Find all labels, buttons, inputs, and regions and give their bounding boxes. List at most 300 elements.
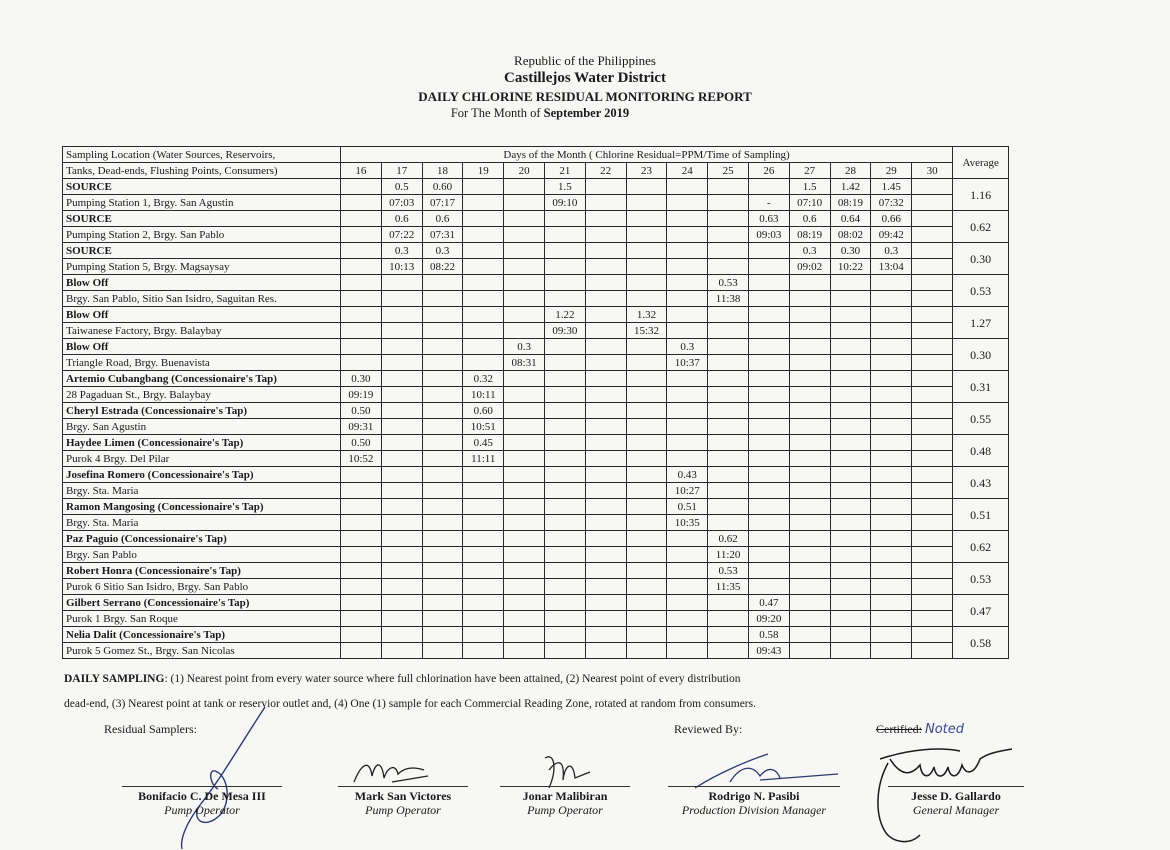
table-row — [63, 595, 1009, 611]
time-cell — [422, 579, 463, 595]
time-cell — [789, 291, 830, 307]
time-cell — [789, 515, 830, 531]
ppm-cell — [708, 435, 749, 451]
time-cell: 08:02 — [830, 227, 871, 243]
time-cell — [708, 643, 749, 659]
ppm-cell — [463, 179, 504, 195]
ppm-cell — [341, 531, 382, 547]
ppm-cell — [422, 403, 463, 419]
time-cell: 11:35 — [708, 579, 749, 595]
table-row — [63, 499, 1009, 515]
day-header: 17 — [381, 163, 422, 179]
table-row — [63, 275, 1009, 291]
ppm-cell — [789, 467, 830, 483]
time-cell: 10:51 — [463, 419, 504, 435]
ppm-cell — [341, 467, 382, 483]
time-cell — [667, 451, 708, 467]
ppm-cell — [381, 275, 422, 291]
ppm-cell — [667, 403, 708, 419]
ppm-cell — [381, 627, 422, 643]
time-cell — [789, 387, 830, 403]
time-cell — [463, 643, 504, 659]
table-row — [63, 195, 1009, 211]
ppm-cell: 0.3 — [504, 339, 545, 355]
time-cell — [789, 355, 830, 371]
time-cell — [708, 387, 749, 403]
ppm-cell — [626, 467, 667, 483]
ppm-cell — [708, 371, 749, 387]
time-cell — [912, 259, 953, 275]
ppm-cell — [789, 307, 830, 323]
table-row — [63, 211, 1009, 227]
time-cell — [871, 419, 912, 435]
ppm-cell — [708, 243, 749, 259]
signer-name: Jonar Malibiran — [522, 789, 608, 803]
ppm-cell — [912, 275, 953, 291]
ppm-cell — [912, 467, 953, 483]
time-cell — [667, 419, 708, 435]
ppm-cell — [667, 275, 708, 291]
time-cell — [789, 419, 830, 435]
ppm-cell: 0.6 — [381, 211, 422, 227]
ppm-cell — [748, 467, 789, 483]
reviewed-label: Reviewed By: — [674, 722, 743, 736]
average-cell: 0.30 — [953, 243, 1009, 275]
site-location: Brgy. San Pablo — [63, 547, 341, 563]
time-cell — [626, 547, 667, 563]
ppm-cell — [708, 179, 749, 195]
signer-name: Mark San Victores — [354, 789, 452, 803]
site-title: SOURCE — [63, 211, 341, 227]
table-row — [63, 227, 1009, 243]
time-cell — [667, 387, 708, 403]
time-cell — [585, 355, 626, 371]
ppm-cell — [667, 371, 708, 387]
ppm-cell — [871, 563, 912, 579]
time-cell: 09:31 — [341, 419, 382, 435]
ppm-cell: 0.45 — [463, 435, 504, 451]
ppm-cell — [504, 531, 545, 547]
ppm-cell — [463, 627, 504, 643]
time-cell — [544, 547, 585, 563]
table-row — [63, 259, 1009, 275]
time-cell: 09:02 — [789, 259, 830, 275]
table-row — [63, 467, 1009, 483]
time-cell — [585, 323, 626, 339]
average-cell: 0.53 — [953, 275, 1009, 307]
time-cell — [912, 387, 953, 403]
site-title: Blow Off — [63, 275, 341, 291]
site-location: Brgy. San Pablo, Sitio San Isidro, Saguitan Res. — [63, 291, 341, 307]
ppm-cell — [504, 371, 545, 387]
site-location: Purok 6 Sitio San Isidro, Brgy. San Pablo — [63, 579, 341, 595]
time-cell — [341, 579, 382, 595]
time-cell — [667, 195, 708, 211]
time-cell — [381, 579, 422, 595]
time-cell — [463, 579, 504, 595]
time-cell — [667, 323, 708, 339]
ppm-cell — [626, 531, 667, 547]
ppm-cell — [341, 307, 382, 323]
ppm-cell — [667, 563, 708, 579]
time-cell — [544, 291, 585, 307]
time-cell: 09:30 — [544, 323, 585, 339]
noted-handwritten: Noted — [924, 722, 965, 737]
time-cell — [748, 451, 789, 467]
day-header: 26 — [748, 163, 789, 179]
ppm-cell — [381, 371, 422, 387]
site-location: Brgy. Sta. Maria — [63, 515, 341, 531]
time-cell: 10:27 — [667, 483, 708, 499]
time-cell — [748, 483, 789, 499]
time-cell — [422, 611, 463, 627]
time-cell — [667, 579, 708, 595]
time-cell — [626, 355, 667, 371]
location-header: Sampling Location (Water Sources, Reservoirs, — [63, 147, 341, 163]
ppm-cell: 0.30 — [830, 243, 871, 259]
ppm-cell: 0.3 — [422, 243, 463, 259]
time-cell — [422, 547, 463, 563]
time-cell — [626, 579, 667, 595]
time-cell — [830, 419, 871, 435]
ppm-cell — [341, 595, 382, 611]
time-cell — [422, 355, 463, 371]
ppm-cell — [544, 211, 585, 227]
time-cell — [789, 451, 830, 467]
site-title: Josefina Romero (Concessionaire's Tap) — [63, 467, 341, 483]
time-cell — [544, 483, 585, 499]
ppm-cell — [748, 275, 789, 291]
ppm-cell — [626, 211, 667, 227]
time-cell — [504, 643, 545, 659]
ppm-cell — [544, 243, 585, 259]
average-cell: 1.16 — [953, 179, 1009, 211]
ppm-cell — [422, 595, 463, 611]
ppm-cell — [789, 371, 830, 387]
time-cell — [912, 355, 953, 371]
ppm-cell — [381, 595, 422, 611]
ppm-cell — [667, 243, 708, 259]
ppm-cell: 0.58 — [748, 627, 789, 643]
time-cell — [748, 515, 789, 531]
ppm-cell: 1.5 — [544, 179, 585, 195]
site-location: Taiwanese Factory, Brgy. Balaybay — [63, 323, 341, 339]
time-cell — [463, 547, 504, 563]
ppm-cell — [544, 467, 585, 483]
ppm-cell — [912, 531, 953, 547]
ppm-cell: 0.3 — [667, 339, 708, 355]
time-cell: 08:19 — [789, 227, 830, 243]
ppm-cell — [748, 563, 789, 579]
ppm-cell — [626, 595, 667, 611]
ppm-cell — [544, 275, 585, 291]
time-cell — [748, 419, 789, 435]
ppm-cell — [871, 499, 912, 515]
site-location: 28 Pagaduan St., Brgy. Balaybay — [63, 387, 341, 403]
time-cell — [912, 483, 953, 499]
ppm-cell — [748, 243, 789, 259]
ppm-cell — [626, 627, 667, 643]
ppm-cell: 0.51 — [667, 499, 708, 515]
time-cell — [585, 451, 626, 467]
ppm-cell — [912, 563, 953, 579]
ppm-cell — [544, 531, 585, 547]
ppm-cell — [585, 627, 626, 643]
average-cell: 0.48 — [953, 435, 1009, 467]
average-header: Average — [953, 147, 1009, 179]
ppm-cell: 0.32 — [463, 371, 504, 387]
time-cell — [341, 643, 382, 659]
time-cell: 11:20 — [708, 547, 749, 563]
ppm-cell: 0.6 — [789, 211, 830, 227]
ppm-cell — [912, 243, 953, 259]
ppm-cell — [789, 499, 830, 515]
table-row — [63, 435, 1009, 451]
average-cell: 0.43 — [953, 467, 1009, 499]
time-cell — [381, 419, 422, 435]
table-row — [63, 547, 1009, 563]
ppm-cell — [544, 339, 585, 355]
ppm-cell — [830, 307, 871, 323]
time-cell — [871, 643, 912, 659]
ppm-cell — [585, 403, 626, 419]
ppm-cell: 1.42 — [830, 179, 871, 195]
ppm-cell — [381, 563, 422, 579]
time-cell — [748, 547, 789, 563]
time-cell — [544, 579, 585, 595]
ppm-cell — [504, 275, 545, 291]
time-cell — [381, 451, 422, 467]
ppm-cell — [422, 563, 463, 579]
ppm-cell — [789, 403, 830, 419]
time-cell — [585, 547, 626, 563]
ppm-cell — [585, 531, 626, 547]
time-cell: 08:19 — [830, 195, 871, 211]
time-cell — [504, 291, 545, 307]
time-cell — [871, 515, 912, 531]
site-location: Purok 1 Brgy. San Roque — [63, 611, 341, 627]
ppm-cell — [504, 467, 545, 483]
time-cell — [871, 611, 912, 627]
time-cell: 10:35 — [667, 515, 708, 531]
time-cell — [748, 355, 789, 371]
ppm-cell: 0.53 — [708, 275, 749, 291]
day-header: 16 — [341, 163, 382, 179]
time-cell: 09:43 — [748, 643, 789, 659]
time-cell — [667, 291, 708, 307]
time-cell: 13:04 — [871, 259, 912, 275]
site-location: Triangle Road, Brgy. Buenavista — [63, 355, 341, 371]
ppm-cell — [667, 179, 708, 195]
ppm-cell — [748, 531, 789, 547]
time-cell: 10:13 — [381, 259, 422, 275]
ppm-cell — [708, 211, 749, 227]
site-title: Nelia Dalit (Concessionaire's Tap) — [63, 627, 341, 643]
time-cell: 15:32 — [626, 323, 667, 339]
time-cell — [912, 291, 953, 307]
ppm-cell — [667, 435, 708, 451]
time-cell — [912, 195, 953, 211]
site-location: Brgy. San Agustin — [63, 419, 341, 435]
day-header: 28 — [830, 163, 871, 179]
ppm-cell — [463, 211, 504, 227]
ppm-cell — [381, 307, 422, 323]
time-cell — [585, 611, 626, 627]
ppm-cell — [544, 435, 585, 451]
time-cell: 09:20 — [748, 611, 789, 627]
ppm-cell — [830, 563, 871, 579]
ppm-cell — [871, 403, 912, 419]
time-cell — [626, 291, 667, 307]
time-cell — [463, 483, 504, 499]
time-cell — [708, 611, 749, 627]
time-cell: 10:22 — [830, 259, 871, 275]
time-cell — [504, 611, 545, 627]
time-cell — [830, 483, 871, 499]
ppm-cell — [585, 211, 626, 227]
time-cell — [422, 483, 463, 499]
table-row — [63, 627, 1009, 643]
time-cell — [544, 259, 585, 275]
time-cell — [422, 515, 463, 531]
average-cell: 1.27 — [953, 307, 1009, 339]
time-cell: 10:37 — [667, 355, 708, 371]
notes-line-2: dead-end, (3) Nearest point at tank or reservior outlet and, (4) One (1) sample for each Commercial Reading Zone, rotated at random from consumers. — [64, 698, 756, 710]
site-title: Gilbert Serrano (Concessionaire's Tap) — [63, 595, 341, 611]
time-cell — [504, 419, 545, 435]
time-cell — [341, 515, 382, 531]
average-cell: 0.55 — [953, 403, 1009, 435]
signature-block-gallardo — [888, 786, 1024, 817]
ppm-cell — [830, 371, 871, 387]
ppm-cell — [341, 339, 382, 355]
time-cell — [422, 419, 463, 435]
time-cell — [830, 355, 871, 371]
ppm-cell — [667, 595, 708, 611]
time-cell — [381, 323, 422, 339]
time-cell: 07:03 — [381, 195, 422, 211]
ppm-cell — [708, 595, 749, 611]
signer-position: General Manager — [912, 803, 1000, 817]
ppm-cell — [912, 499, 953, 515]
ppm-cell — [667, 627, 708, 643]
table-row — [63, 291, 1009, 307]
time-cell — [463, 195, 504, 211]
ppm-cell: 0.43 — [667, 467, 708, 483]
time-cell — [912, 323, 953, 339]
ppm-cell — [381, 435, 422, 451]
site-location: Purok 4 Brgy. Del Pilar — [63, 451, 341, 467]
time-cell — [504, 579, 545, 595]
site-title: Paz Paguio (Concessionaire's Tap) — [63, 531, 341, 547]
time-cell — [626, 259, 667, 275]
time-cell — [748, 259, 789, 275]
site-title: Haydee Limen (Concessionaire's Tap) — [63, 435, 341, 451]
time-cell — [912, 547, 953, 563]
ppm-cell — [748, 179, 789, 195]
ppm-cell — [871, 531, 912, 547]
ppm-cell — [830, 403, 871, 419]
site-title: Blow Off — [63, 339, 341, 355]
ppm-cell — [504, 595, 545, 611]
time-cell — [626, 387, 667, 403]
ppm-cell — [504, 627, 545, 643]
ppm-cell — [667, 531, 708, 547]
signature-block-malibiran — [500, 786, 630, 817]
time-cell — [626, 419, 667, 435]
ppm-cell — [789, 627, 830, 643]
ppm-cell — [585, 179, 626, 195]
signer-name: Rodrigo N. Pasibi — [708, 789, 800, 803]
time-cell — [626, 515, 667, 531]
ppm-cell — [422, 275, 463, 291]
time-cell — [830, 387, 871, 403]
time-cell — [504, 323, 545, 339]
ppm-cell — [748, 371, 789, 387]
time-cell — [463, 323, 504, 339]
ppm-cell — [748, 307, 789, 323]
time-cell — [381, 355, 422, 371]
time-cell — [381, 291, 422, 307]
time-cell — [748, 323, 789, 339]
ppm-cell — [504, 179, 545, 195]
ppm-cell — [381, 467, 422, 483]
average-cell: 0.31 — [953, 371, 1009, 403]
time-cell — [504, 387, 545, 403]
time-cell — [830, 515, 871, 531]
time-cell: 07:22 — [381, 227, 422, 243]
ppm-cell — [585, 563, 626, 579]
time-cell — [504, 515, 545, 531]
site-location: Pumping Station 5, Brgy. Magsaysay — [63, 259, 341, 275]
time-cell — [708, 515, 749, 531]
time-cell — [544, 515, 585, 531]
ppm-cell: 0.63 — [748, 211, 789, 227]
time-cell — [341, 259, 382, 275]
time-cell — [708, 323, 749, 339]
ppm-cell — [912, 435, 953, 451]
table-row — [63, 451, 1009, 467]
ppm-cell: 1.32 — [626, 307, 667, 323]
time-cell — [463, 355, 504, 371]
table-row — [63, 355, 1009, 371]
time-cell — [544, 387, 585, 403]
time-cell — [708, 355, 749, 371]
day-header: 20 — [504, 163, 545, 179]
ppm-cell — [422, 307, 463, 323]
ppm-cell: 0.30 — [341, 371, 382, 387]
ppm-cell — [667, 211, 708, 227]
time-cell: 07:32 — [871, 195, 912, 211]
ppm-cell — [585, 499, 626, 515]
ppm-cell — [504, 403, 545, 419]
site-title: SOURCE — [63, 243, 341, 259]
ppm-cell — [708, 627, 749, 643]
time-cell: 07:31 — [422, 227, 463, 243]
ppm-cell: 0.64 — [830, 211, 871, 227]
time-cell — [830, 323, 871, 339]
time-cell — [381, 483, 422, 499]
ppm-cell — [871, 467, 912, 483]
ppm-cell — [626, 403, 667, 419]
ppm-cell — [830, 339, 871, 355]
ppm-cell — [748, 499, 789, 515]
ppm-cell — [871, 307, 912, 323]
ppm-cell: 0.66 — [871, 211, 912, 227]
notes-line-1: : (1) Nearest point from every water source where full chlorination have been attained, (2) Nearest point of every distribution — [164, 673, 741, 685]
ppm-cell — [626, 275, 667, 291]
average-cell: 0.30 — [953, 339, 1009, 371]
